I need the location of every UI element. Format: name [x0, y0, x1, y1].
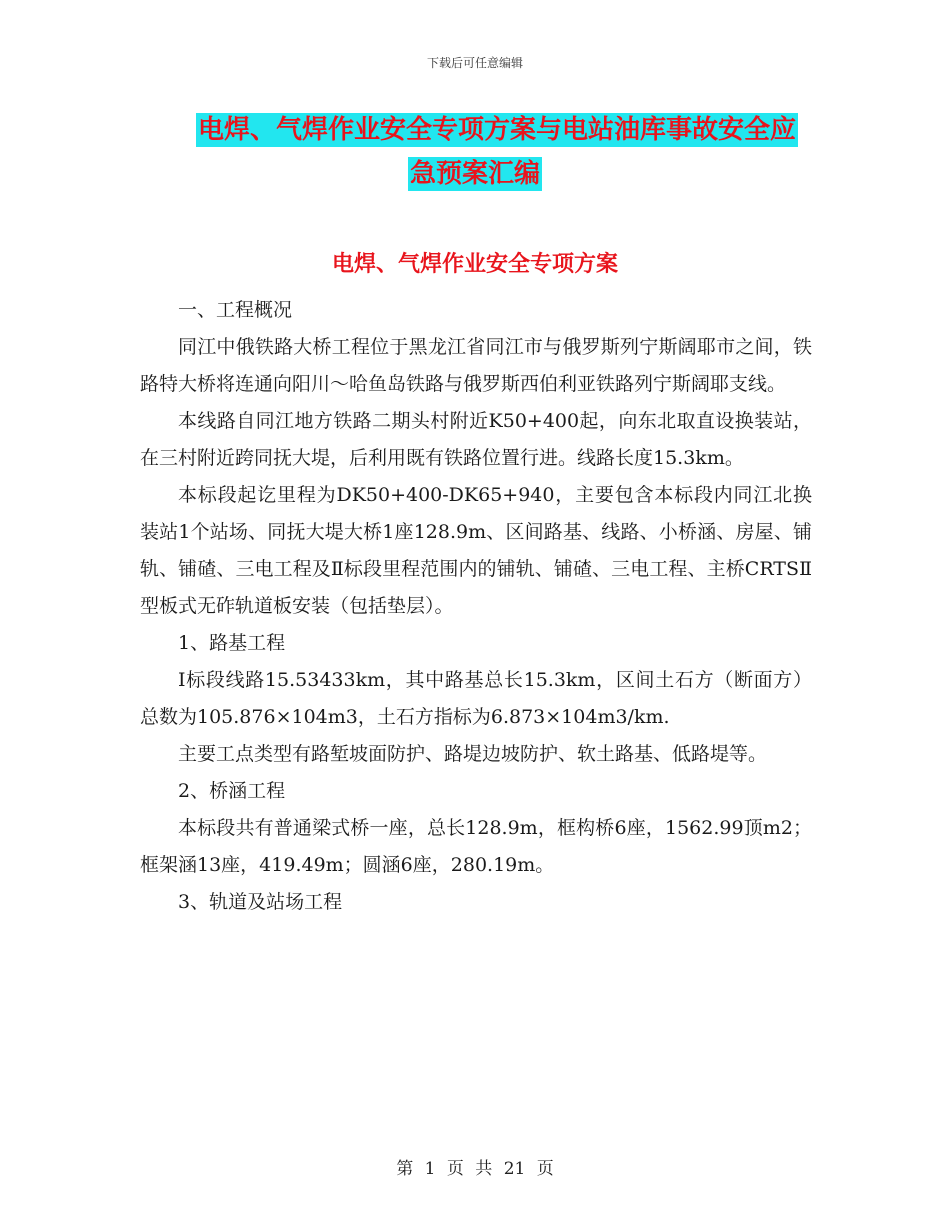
paragraph: 3、轨道及站场工程: [178, 891, 343, 913]
document-title-text-1: 电焊、气焊作业安全专项方案与电站油库事故安全应: [197, 115, 796, 145]
paragraph: Ⅰ标段线路15.53433km，其中路基总长15.3km，区间土石方（断面方）总数为105.876×104m3，土石方指标为6.873×104m3/km.: [140, 669, 812, 728]
paragraph: 本线路自同江地方铁路二期头村附近K50+400起，向东北取直设换装站，在三村附近跨同抚大堤，后利用既有铁路位置行进。线路长度15.3km。: [140, 410, 812, 469]
paragraph: 同江中俄铁路大桥工程位于黑龙江省同江市与俄罗斯列宁斯阔耶市之间，铁路特大桥将连通向阳川～哈鱼岛铁路与俄罗斯西伯利亚铁路列宁斯阔耶支线。: [140, 336, 812, 395]
section-title: 电焊、气焊作业安全专项方案: [331, 251, 618, 277]
document-title-line-1: [22, 113, 950, 147]
paragraph: 本标段共有普通梁式桥一座，总长128.9m，框构桥6座，1562.99顶m2；框架涵13座，419.49m；圆涵6座，280.19m。: [140, 817, 812, 876]
paragraph: 本标段起讫里程为DK50+400-DK65+940，主要包含本标段内同江北换装站1个站场、同抚大堤大桥1座128.9m、区间路基、线路、小桥涵、房屋、铺轨、铺碴、三电工程及Ⅱ标段里程范围内的铺轨、铺碴、三电工程、主桥CRTSⅡ型板式无砟轨道板安装（包括垫层）。: [140, 484, 812, 617]
document-title-line-2: [0, 157, 950, 191]
header-note: 下载后可任意编辑: [426, 56, 523, 70]
document-body: [140, 292, 812, 921]
page-number-footer: 第 1 页 共 21 页: [396, 1159, 554, 1179]
paragraph: 1、路基工程: [178, 632, 286, 654]
paragraph: 主要工点类型有路堑坡面防护、路堤边坡防护、软土路基、低路堤等。: [178, 743, 768, 765]
paragraph: 2、桥涵工程: [178, 780, 286, 802]
document-title-text-2: 急预案汇编: [409, 159, 540, 189]
paragraph: 一、工程概况: [178, 299, 293, 321]
